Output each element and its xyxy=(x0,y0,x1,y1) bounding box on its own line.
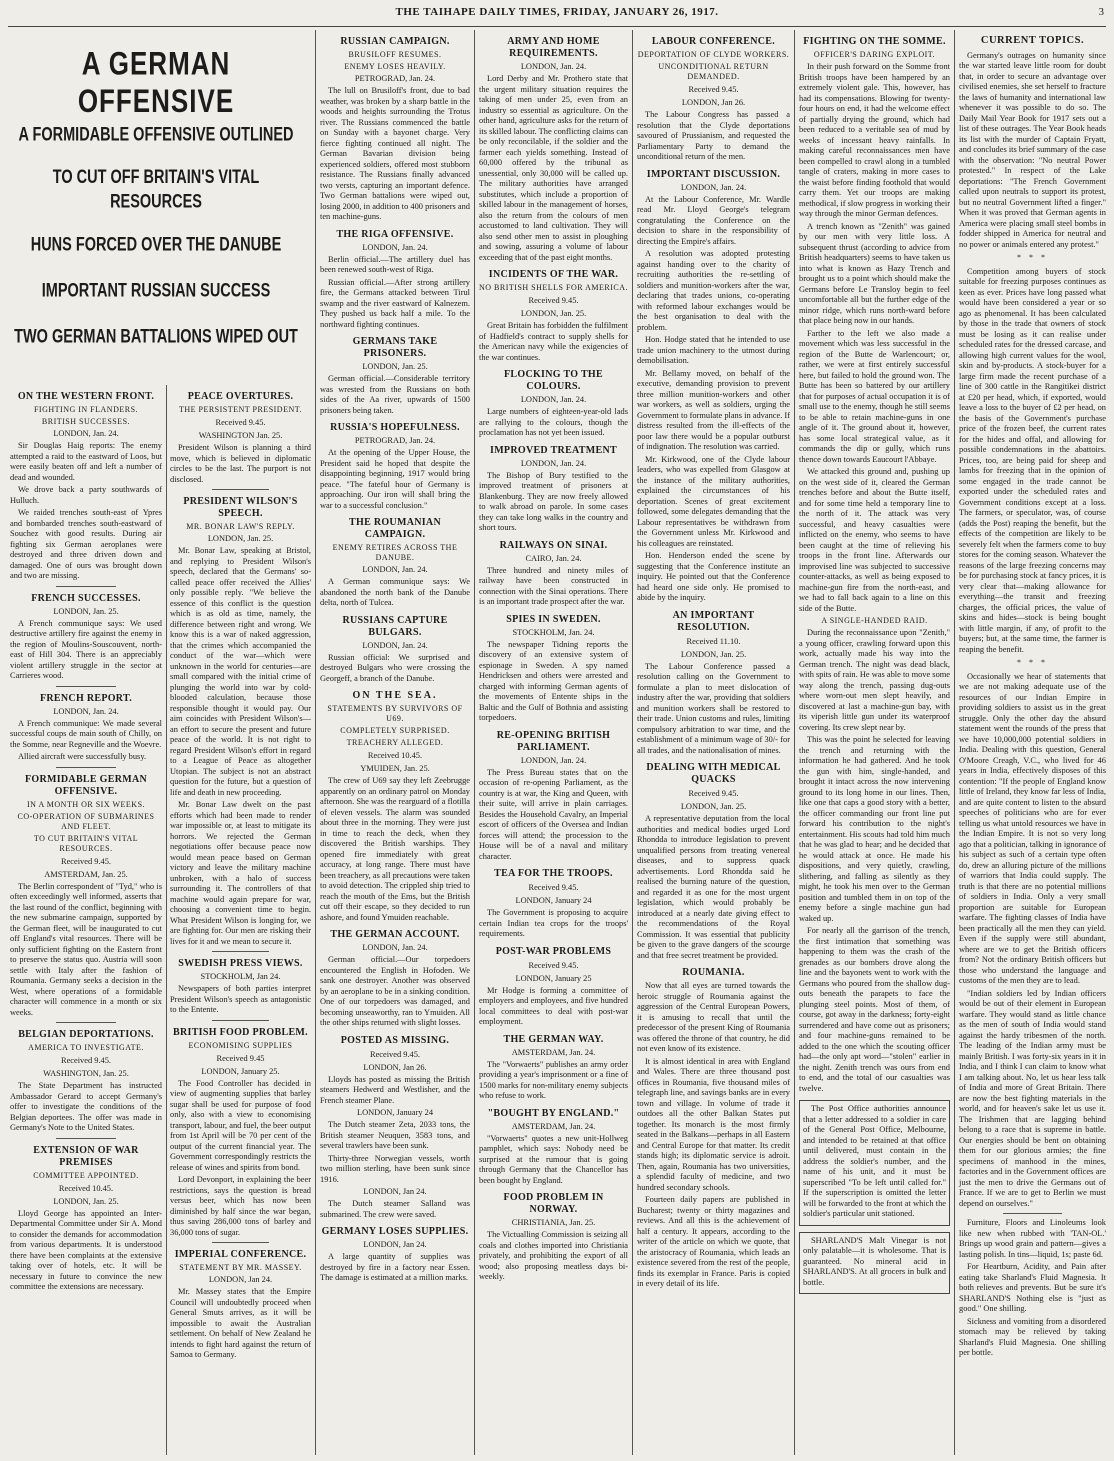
received-time: Received 9.45. xyxy=(528,883,579,892)
article-text: A trench known as "Zenith" was gained by our men with very little loss. A subsequent thrust (according to advice from British headquarters) seems to have taken us into what is known as Hazy Trench and brought us to a point which should make the Germans before Le Transloy begin to feel uncomfortable all but the further edge of the minor ridge, which runs north-ward before that place being now in our hands. xyxy=(799,221,950,325)
article-subheading: BRITISH SUCCESSES. xyxy=(41,417,131,426)
received-time: Received 9.45. xyxy=(60,856,111,866)
article-heading: FORMIDABLE GERMAN OFFENSIVE. xyxy=(24,773,148,797)
article-text: A French communique: We made several successful coups de main south of Chilly, on the Somme, near Regneville and the Woevre. xyxy=(10,718,162,749)
article-text: Lord Derby and Mr. Prothero state that the urgent military situation requires the taking of men under 25, even from an industry so essential as agriculture. On the other hand, agriculture asks for the return of its skilled labour. The conflicting claims can be only reconcilable, if the soldier and the farmer each yields something. Instead of 60,000 offered by the tribunal as unessential, only 30,000 will be called up. The military authorities have arranged substitutes, which include a proportion of skilled labour in the management of horses, also the return from the colours of men accustomed to land cultivation. They will also send other men to assist in ploughing and sowing, assuring a volume of labour exceeding that of the past eight months. xyxy=(479,74,628,262)
article-subheading: NO BRITISH SHELLS FOR AMERICA. xyxy=(479,283,629,292)
divider xyxy=(212,489,268,490)
article-text: This was the point he selected for leaving the trench and returning with the information he had gathered. And he took the gun with him, single-handed, and brought it intact across the now intervening ground to its long home in our lines. Then, like one that caps a good story with a better, the officer commanding our front line put forward his contribution to the night's entertainment. His scouts had told him much that he was glad to hear; and he decided that he would attack at once. He made his dispositions, and very quietly, crawling, slithering, and falling as silently as they might, he took his men over to the German position and tumbled them in on top of the enemy before a single machine gun had waked up. xyxy=(799,735,950,923)
notice-box xyxy=(799,1100,950,1226)
dateline: LONDON, Jan. 25. xyxy=(520,309,587,318)
dateline: LONDON, Jan. 24. xyxy=(520,62,587,71)
divider xyxy=(56,586,117,587)
article-text: Three hundred and ninety miles of railway have been constructed in connection with the Sinai operations. There is an important trade prospect after the war. xyxy=(479,565,628,606)
dateline: YMUIDEN, Jan. 25. xyxy=(360,764,430,773)
advertisement xyxy=(799,1232,950,1295)
article-heading: THE GERMAN WAY. xyxy=(503,1033,604,1045)
article-heading: POSTED AS MISSING. xyxy=(340,1034,450,1046)
article-text: Farther to the left we also made a movement which was less successful in the region of the Butte de Warlencourt; or, rather, we were at first entirely successful here, but failed to hold the ground won. The Butte has been so battered by our artillery that for purposes of actual occupation it is of small use to the enemy, though he still seems to be able to retain machine-guns in one angle of it. The ground about it, however, has some local strategical value, as it commands the dip or gully, which runs thence down towards Eaucourt l'Abbaye. xyxy=(799,328,950,464)
received-time: Received 10.45. xyxy=(58,1183,114,1193)
article-text: Hon. Hodge stated that he intended to use trade union machinery to the utmost during demobilisation. xyxy=(637,335,790,365)
article-subheading: STATEMENTS BY SURVIVORS OF U69. xyxy=(327,704,463,723)
article-text: The Dutch steamer Zeta, 2033 tons, the British steamer Neuquen, 3583 tons, and several trawlers have been sunk. xyxy=(320,1120,470,1150)
article-text: Mr Hodge is forming a committee of employers and employees, and five hundred local committees to deal with post-war employment. xyxy=(479,985,628,1026)
dateline: LONDON, January 25 xyxy=(515,973,592,983)
article-heading: LABOUR CONFERENCE. xyxy=(651,36,776,47)
divider xyxy=(56,686,117,687)
dateline: WASHINGTON, Jan. 25. xyxy=(43,1069,129,1078)
sub-headline: TO CUT OFF BRITAIN'S VITAL RESOURCES xyxy=(52,167,260,213)
divider xyxy=(56,1138,117,1139)
dateline: PETROGRAD, Jan. 24. xyxy=(354,74,436,83)
article-heading: RUSSIANS CAPTURE BULGARS. xyxy=(342,614,448,638)
article-heading: FRENCH REPORT. xyxy=(40,692,132,704)
article-text: Thirty-three Norwegian vessels, worth two million sterling, have been sunk since 1916. xyxy=(320,1153,470,1184)
article-text: The Dutch steamer Salland was submarined. The crew were saved. xyxy=(320,1199,470,1219)
received-time: Received 9.45. xyxy=(528,960,579,970)
dateline: LONDON, Jan. 25. xyxy=(53,1196,119,1206)
article-subheading: ECONOMISING SUPPLIES xyxy=(188,1040,293,1050)
advertisement-text: Sickness and vomiting from a disordered stomach may be relieved by taking Sharland's Fluid Magnesia. One shilling per bottle. xyxy=(959,1316,1106,1357)
article-text: The Press Bureau states that on the occasion of re-opening Parliament, as the country is at war, the King and Queen, with their suite, will arrive in plain carriages. Besides the Household Cavalry, an Imperial escort of officers of the Oversea and Indian forces will attend; the procession to the House will be of a naval and military character. xyxy=(479,767,628,861)
article-text: Lloyd George has appointed an Inter-Departmental Committee under Sir A. Mond to consider the demands for accommodation from various departments. It is understood there have been complaints at the extensive taking over of hotels, etc. It will be necessary in future to convince the new committee the extensions are necessary. xyxy=(10,1208,162,1291)
divider xyxy=(212,951,268,952)
article-text: Lord Devonport, in explaining the beer restrictions, says the question is bread versus beer, which has now been diminished by half since the war began, thus saving 286,000 tons of barley and 36,000 tons of sugar. xyxy=(170,1175,311,1237)
dateline: LONDON, Jan. 24. xyxy=(520,395,587,404)
article-subheading: TREACHERY ALLEGED. xyxy=(346,738,444,747)
dateline: LONDON, January 25. xyxy=(201,1066,280,1076)
article-text: Russian official: We surprised and destroyed Bulgars who were crossing the Georgeff, a branch of the Danube. xyxy=(320,652,470,683)
article-heading: EXTENSION OF WAR PREMISES xyxy=(33,1144,139,1168)
divider xyxy=(212,1242,268,1243)
article-text: Newspapers of both parties interpret President Wilson's speech as antagonistic to the Entente. xyxy=(170,984,311,1014)
article-heading: CURRENT TOPICS. xyxy=(980,35,1085,46)
article-text: During the reconnaissance upon "Zenith," a young officer, crawling forward upon this work, actually made his way into the German trench. The night was dead black, with spits of rain. He was able to move some way along the trench, passing dug-outs where worn-out men slept heavily, and discovered at last a machine-gun bay, with its viperish little gun under its waterproof covering. Its crew slept near by. xyxy=(799,628,950,732)
received-time: Received 11.10. xyxy=(686,636,741,646)
page-number: 3 xyxy=(1098,6,1104,18)
dateline: AMSTERDAM, Jan. 25. xyxy=(44,869,128,879)
article-text: A large quantity of supplies was destroyed by fire in a factory near Essen. The damage is estimated at a million marks. xyxy=(320,1252,470,1282)
article-heading: RUSSIA'S HOPEFULNESS. xyxy=(330,422,460,433)
article-subheading: COMPLETELY SURPRISED. xyxy=(340,726,450,735)
article-heading: FIGHTING ON THE SOMME. xyxy=(803,36,946,47)
article-heading: TEA FOR THE TROOPS. xyxy=(494,868,613,879)
article-subheading: UNCONDITIONAL RETURN DEMANDED. xyxy=(658,62,769,81)
divider xyxy=(1003,1213,1062,1214)
article-text: President Wilson is planning a third move, which is believed in diplomatic circles to be the last. The purport is not disclosed. xyxy=(170,443,311,484)
column-6 xyxy=(795,30,954,1455)
article-heading: SPIES IN SWEDEN. xyxy=(506,613,601,625)
article-text: German official.—Our torpedoers encountered the English in Hofoden. We sank one destroyer. Another was observed by an aeroplane to be in a sinking condition. One of our torpedoers was damaged, and becoming unseaworthy, ran to Ymuiden. All the other ships returned with slight losses. xyxy=(320,955,470,1027)
dateline: LONDON, January 24 xyxy=(356,1108,434,1117)
dateline: LONDON, Jan 24. xyxy=(363,1240,427,1249)
article-text: The Berlin correspondent of "Tyd," who is often exceedingly well informed, asserts that the last round of the conflict, beginning with the new submarine campaign, supported by the German fleet, will be inaugurated to cut off England's vital resources. There will be only sufficient fighting on the Eastern front to preserve the status quo. Austria will soon settle with Italy after the fashion of Roumania. Germany seeks a decision in the West, where operations of a formidable character will commence in a month or six weeks. xyxy=(10,881,162,1017)
dateline: STOCKHOLM, Jan. 24. xyxy=(512,627,595,637)
article-text: Mr. Massey states that the Empire Council will undoubtedly proceed when General Smuts arrives, as it will be impossible to await the Australian settlement. On behalf of New Zealand he intends to fight hard against the return of Samoa to Germany. xyxy=(170,1287,311,1359)
article-text: A resolution was adopted protesting against handing over to the charity of recruiting authorities the re-settling of soldiers and munition-workers after the war, declaring that trades unions, co-operating with reformed labour exchanges would be the best organisation to deal with the problem. xyxy=(637,249,790,332)
article-heading: RUSSIAN CAMPAIGN. xyxy=(340,36,450,47)
article-text: In their push forward on the Somme front British troops have been hampered by an extremely violent gale. This, however, has had its compensations. Blowing for twenty-four hours on end, it had the welcome effect of partially drying the ground, which had been reduced to a veritable sea of mud by weeks of incessant heavy rainfalls. In making careful reconnaissances men have been compelled to crawl along in a tumbled tangle of craters, making in more cases to the waist before finding foothold that would carry them. Yet our troops are making methodical, if slow progress in working their way through the minor German defences. xyxy=(799,62,950,218)
article-subheading: THE PERSISTENT PRESIDENT. xyxy=(178,405,303,414)
article-heading: FLOCKING TO THE COLOURS. xyxy=(504,369,603,392)
article-heading: ARMY AND HOME REQUIREMENTS. xyxy=(507,36,600,59)
article-text: For nearly all the garrison of the trench, the first intimation that something was happening to them was the crash of the grenades as our bombers drove along the line and the bayonets went to work with the Germans who poured from the shallow dug-outs beneath the parapets to face the plunging steel points. Most of them, of course, got away in the darkness; forty-eight surrendered and have come out as prisoners; and four machine-guns remained to be added to the one which the scouting officer had—the only apt word—"stolen" earlier in the night. Zenith trench was ours from end to end, and the total of our casualties was twelve. xyxy=(799,926,950,1093)
dateline: LONDON, Jan 26. xyxy=(363,1062,427,1072)
dateline: AMSTERDAM, Jan. 24. xyxy=(511,1121,596,1131)
article-text: Lloyds has posted as missing the British steamers Hedwerd and Westlisher, and the French steamer Plane. xyxy=(320,1074,470,1105)
article-text: It is almost identical in area with England and Wales. There are three thousand post offices in Roumania, five thousand miles of telegraph line, and savings banks are in every town and village. In volume of trade it outdoes all the other Balkan States put together. Its monarch is the most firmly seated in the Balkans—perhaps in all Eastern and Central Europe for that matter. Its credit stands high; its diplomatic service is adroit. Then, again, Roumania has two universities, a splendid faculty of medicine, and two hundred secondary schools. xyxy=(637,1056,790,1192)
dateline: CAIRO, Jan. 24. xyxy=(525,553,582,563)
article-text: The State Department has instructed Ambassador Gerard to accept Germany's offer to investigate the conditions of the Belgian deportees. The offer was made in Germany's Note to the United States. xyxy=(10,1081,162,1132)
article-text: Competition among buyers of stock suitable for freezing purposes continues as keen as ever. Prices have long passed what would have been considered a year or so ago as phenomenal. It has been calculated by those in the trade that owners of stock must be losing as it can realise under scheduled rates for the dressed carcase, and allowing high current values for the wool, skin and by-products. A stock-buyer for a large firm made the recent purchase of a line of 300 cattle in the Rangitikei district at £20 per head, which, if exported, would leave a loss to the buyer of £2 per head, on the basis of the Government's purchase price of the frozen beef, the current rates for the hides and offal, and allowing for possible condemnations in the abattoirs. Prices, too, are being paid for sheep and lambs for freezing that in the opinion of some engaged in the trade cannot be exported under the scheduled rates and Government conditions except at a loss. The farmers, or speculator, was, of course (adds the Post) reaping the benefit, but the effects of the competition are likely to be severely felt when the farmers come to buy stores for the coming season. Whatever the reasons of the large freezing concerns may be for purchasing stock at fancy prices, it is very clear that—making allowance for everything—the transit and freezing charges, the official prices, the value of skins and hides—stock is being bought with little margin, if any, of profit to the buyers; but, at the same time, the farmer is reaping the benefit. xyxy=(959,266,1106,654)
article-heading: AN IMPORTANT RESOLUTION. xyxy=(672,609,755,633)
received-time: Received 9.45. xyxy=(688,85,739,94)
article-text: Berlin official.—The artillery duel has been renewed south-west of Riga. xyxy=(320,254,470,274)
article-subheading: ENEMY RETIRES ACROSS THE DANUBE. xyxy=(332,543,458,562)
article-heading: THE ROUMANIAN CAMPAIGN. xyxy=(349,517,441,540)
article-text: "Vorwaerts" quotes a new unit-Hollweg pamphlet, which says: Nobody need be surprised at the rumour that is going through Germany that the Chancellor has been bought by England. xyxy=(479,1133,628,1185)
dateline: LONDON, Jan 24. xyxy=(208,1275,273,1284)
dateline: LONDON, Jan. 24. xyxy=(362,242,428,252)
article-text: The Government is proposing to acquire certain Indian tea crops for the troops' requirements. xyxy=(479,908,628,938)
article-heading: ON THE SEA. xyxy=(352,690,438,701)
article-text: "Indian soldiers led by Indian officers would be out of their element in European warfare. They would stand as little chance as the men of south of India would stand against the hardy tribesmen of the north. The leading of the Indian army must be mainly British. I was forty-six years in it in India, and I think I can claim to know what I am talking about. No, let us hear less talk of India and more of Great Britain. There are now the best fighting materials in the world, and for heaven's sake let us use it. The Irishmen that are lagging behind belong to a race that is supreme in battle. Our energies should be bent on obtaining them for our glorious armies; the fine specimens of manhood in the mines, factories and in the Government offices are just the men to drive the Germans out of France. If we are to get to Berlin we must depend on ourselves." xyxy=(959,988,1106,1208)
article-text: The Food Controller has decided in view of augmenting supplies that barley sugar shall be used for purpose of food only, also with a view to economising transport, labour, and fuel, the beer output from 1st April will be 70 per cent of the output of the current financial year. The Government correspondingly restricts the release of wines and spirits from bond. xyxy=(170,1078,311,1172)
divider xyxy=(56,767,117,768)
received-time: Received 9.45. xyxy=(688,789,739,798)
article-subheading: FIGHTING IN FLANDERS. xyxy=(33,405,139,414)
article-text: Mr. Kirkwood, one of the Clyde labour leaders, who was expelled from Glasgow at the instance of the military authorities, explained the circumstances of his deportation. Scenes of great excitement followed, some delegates demanding that the Labour representatives be withdrawn from the Government unless Mr. Kirkwood and his colleagues are reinstated. xyxy=(637,454,790,548)
article-subheading: DEPORTATION OF CLYDE WORKERS. xyxy=(637,50,790,59)
article-text: The crew of U69 say they left Zeebrugge apparently on an ordinary patrol on Monday afternoon. She was the rearguard of a flotilla of eleven vessels. The alarm was sounded about three in the morning. They were just in time to reach the deck, when they discovered the British warships. They opened fire immediately with great accuracy, at long range. There must have been treachery, as all precautions were taken to avoid detection. The crippled ship tried to reach the mouth of the Ems, but the British cut off their escape, so they decided to run ashore, and found Ymuiden reachable. xyxy=(320,776,470,922)
article-text: The Labour Conference passed a resolution calling on the Government to formulate a plan to meet dislocation of industry after the war, providing that soldiers and munition workers shall be restored to their trade. Union customs and rules, limiting compulsory arbitration to war time, and the establishment of a minimum wage of 30/- for all trades, and the nationalisation of mines. xyxy=(637,661,790,755)
article-text: The Labour Congress has passed a resolution that the Clyde deportations savoured of Prussianism, and requested the Parliamentary Party to demand the unconditional return of the men. xyxy=(637,110,790,161)
received-time: Received 10.45. xyxy=(367,751,423,760)
column-5 xyxy=(633,30,794,1455)
article-heading: INCIDENTS OF THE WAR. xyxy=(488,269,619,280)
dateline: LONDON, Jan. 25. xyxy=(362,362,428,371)
column-1 xyxy=(6,385,166,1455)
article-heading: THE RIGA OFFENSIVE. xyxy=(336,228,454,240)
top-rule xyxy=(8,26,1106,27)
dateline: LONDON, Jan. 25. xyxy=(680,802,747,811)
article-subheading: IN A MONTH OR SIX WEEKS. xyxy=(26,799,146,809)
sub-headline: HUNS FORCED OVER THE DANUBE xyxy=(30,234,282,256)
headline-banner xyxy=(6,40,306,370)
divider-stars: * * * xyxy=(1017,658,1048,667)
dateline: PETROGRAD, Jan. 24. xyxy=(354,436,436,445)
received-time: Received 9.45 xyxy=(216,1053,265,1063)
dateline: LONDON, Jan. 24. xyxy=(362,640,428,650)
article-text: Fourteen daily papers are published in Bucharest; twenty or thirty magazines and reviews. And all this is the achievement of half a century. It appears, according to the writer of the article on which we quote, that the aristocracy of Roumania, which leads an existence severed from the rest of the people, finds its exemplar in France. Paris is copied in every detail of its life. xyxy=(637,1195,790,1288)
article-text: We raided trenches south-east of Ypres and bombarded trenches south-eastward of Souchez with good results. During air fighting six German aeroplanes were destroyed and three driven down and damaged. One of ours was brought down and two are missing. xyxy=(10,508,162,580)
article-text: The newspaper Tidning reports the discovery of an extensive system of espionage in Sweden. A spy named Hendricksen and others were arrested and charged with informing German agents of the movements of Entente ships in the Baltic and the Gulf of Bothnia and assisting torpedoers. xyxy=(479,639,628,722)
advertisement-text: Furniture, Floors and Linoleums look like new when rubbed with 'TAN-OL.' Brings up wood grain and pattern—gives a lasting polish. In tins—liquid, 1s; paste 6d. xyxy=(959,1218,1106,1259)
article-text: Germany's outrages on humanity since the war started leave little room for doubt that, in order to secure an advantage over civilised enemies, she set herself to fracture the laws of humanity and international law whenever it was possible to do so. The Daily Mail Year Book for 1917 sets out a list of these outrages. The Year Book heads its list with the murder of Captain Fryatt, and concludes its brief summary of the case with the observation: "No neutral Power protested." In respect of the Lake deportations: "The French Government called upon neutrals to support its protest, but no neutral Government lifted a finger." When it was proved that German agents in America were placing small steel bombs in fodder shipped in America for neutral and no power or animals entered any protest." xyxy=(959,50,1106,249)
article-text: A German communique says: We abandoned the north bank of the Danube delta, north of Tulcea. xyxy=(320,577,470,607)
article-text: The Bishop of Bury testified to the improved treatment of prisoners at Blankenburg. They are now freely allowed to walk abroad on parole. In some cases they can take long walks in the country and short tours. xyxy=(479,470,628,532)
article-text: Hon. Henderson ended the scene by suggesting that the Conference institute an inquiry. He pointed out that the Conference had heard one side only. He promised to abide by the inquiry. xyxy=(637,551,790,602)
dateline: LONDON, January 24 xyxy=(515,896,592,905)
article-text: Mr. Bonar Law dwelt on the past efforts which had been made to render war impossible or, at least to mitigate its horrors. We rejected the German negotiations offer because peace now would mean peace based on German victory and leave the military machine unbroken, with a halo of success surrounding it. The controllers of that machine would again prepare for war, choosing a convenient time to begin. What President Wilson is longing for, we are fighting for. Our men are risking their lives for it and we mean to secure it. xyxy=(170,800,311,946)
article-heading: SWEDISH PRESS VIEWS. xyxy=(178,958,303,969)
sub-headline: IMPORTANT RUSSIAN SUCCESS xyxy=(41,280,271,302)
article-text: The Victualling Commission is seizing all coals and clothes imported into Christiania privately, and prohibiting the export of all wood; also proposing meatless days bi-weekly. xyxy=(479,1230,628,1281)
dateline: LONDON, Jan 26. xyxy=(681,98,746,107)
article-heading: DEALING WITH MEDICAL QUACKS xyxy=(646,762,781,785)
article-text: Allied aircraft were successfully busy. xyxy=(18,752,147,761)
divider xyxy=(212,1020,268,1021)
article-subheading: A SINGLE-HANDED RAID. xyxy=(821,616,928,625)
dateline: LONDON, Jan. 24. xyxy=(362,565,428,574)
article-text: Russian official.—After strong artillery fire, the Germans attacked between Tirul swamp and the river eastward of Kalnezem. They pushed us back half a mile. To the northward fighting continues. xyxy=(320,277,470,329)
article-text: The Post Office authorities announce that a letter addressed to a soldier in care of the General Post Office, Melbourne, and intended to be retained at that office until delivered, must contain in the address the soldier's number, and the name of his unit, and it must be superscribed "To be left until called for." If the superscription is omitted the letter will be forwarded to the front at which the soldier's particular unit stationed. xyxy=(803,1104,946,1218)
article-text: German official.—Considerable territory was wrested from the Russians on both sides of the Aa river, upwards of 1500 prisoners being taken. xyxy=(320,374,470,415)
article-heading: IMPORTANT DISCUSSION. xyxy=(646,168,781,180)
main-headline: A GERMAN OFFENSIVE xyxy=(77,44,235,120)
article-subheading: MR. BONAR LAW'S REPLY. xyxy=(186,522,295,531)
received-time: Received 9.45. xyxy=(369,1049,420,1059)
article-subheading: CO-OPERATION OF SUBMARINES AND FLEET. xyxy=(17,811,155,831)
article-heading: "BOUGHT BY ENGLAND." xyxy=(487,1107,620,1119)
dateline: LONDON, Jan. 25. xyxy=(207,534,274,543)
divider-stars: * * * xyxy=(1017,253,1048,262)
article-heading: BRITISH FOOD PROBLEM. xyxy=(173,1026,308,1038)
article-heading: RAILWAYS ON SINAI. xyxy=(499,539,608,551)
dateline: LONDON, Jan. 24. xyxy=(53,706,119,716)
article-subheading: ENEMY LOSES HEAVILY. xyxy=(344,62,446,71)
article-text: The lull on Brusiloff's front, due to bad weather, was broken by a sharp battle in the woods and heights surrounding the Trotus river. The Russians commenced the battle on Sunday with a bayonet charge. Very fierce fighting continued all night. The German Bavarian division being experienced soldiers, offered most stubborn resistance. The Russians finally advanced two versts, capturing an important defence. Two German battalions were wiped out, losing 2000, in addition to 400 prisoners and ten machine-guns. xyxy=(320,86,470,221)
advertisement-text: For Heartburn, Acidity, and Pain after eating take Sharland's Fluid Magnesia. It both relieves and prevents. But be sure it's SHARLAND'S Nothing else is "just as good." One shilling. xyxy=(959,1262,1106,1313)
divider xyxy=(56,1022,117,1023)
article-subheading: AMERICA TO INVESTIGATE. xyxy=(28,1043,144,1052)
article-heading: THE GERMAN ACCOUNT. xyxy=(330,929,460,940)
article-text: Mr. Bonar Law, speaking at Bristol, and replying to President Wilson's speech, declared that the Germans' so-called peace offer received the Allies' only possible reply. "We believe the essence of this conflict is the question which is as old as time, namely, the difference between right and wrong. We know this is a war of naked aggression, that the crimes which accompanied the conduct of the war—which were unknown in the world for centuries—are small compared with the initial crime of plunging the world into war by cold-blooded calculation, because those responsible thought it would pay. Our aim coincides with President Wilson's—an effort to secure the present and future peace of the world. It is not right to regard President Wilson's effort in regard to a League of Peace as altogether Utopian. The subject is not an abstract question for the future, but a question of life and death in new proceeding. xyxy=(170,546,311,797)
dateline: CHRISTIANIA, Jan. 25. xyxy=(511,1218,596,1227)
article-heading: GERMANY LOSES SUPPLIES. xyxy=(321,1226,469,1237)
dateline: LONDON, Jan. 24. xyxy=(362,943,428,952)
sub-headline: A FORMIDABLE OFFENSIVE OUTLINED xyxy=(18,124,294,146)
article-text: Sir Douglas Haig reports: The enemy attempted a raid to the eastward of Loos, but were easily beaten off and left a number of dead and wounded. xyxy=(10,441,162,482)
article-text: Occasionally we hear of statements that we are not making adequate use of the resources of our Indian Empire in providing soldiers to assist us in the great struggle. Only the other day the absurd statement went the rounds of the press that we have 10,000,000 potential soldiers in India. Dealing with this question, General O'Moore Creagh, V.C., who lived for 46 years in India, effectively disposes of this contention: "If the people of England know little of Ireland, they know far less of India, and are quite content to listen to the absurd speeches of politicians who are for ever telling us what untold resources we have in the Indian Empire. It is not so very long ago that a politician, talking in ignorance of his subject as such of a certain type often do, drew an alluring picture of the millions of warriors that India could supply. The truth is that there are no potential millions of soldiers in India. Only a very small proportion are suitable for European warfare. The fighting classes of India have been practically all the men they can yield. Even if the supply were still abundant, where are we to get the British officers from? Not the ordinary British officers but those who understand the language and customs of the men they are to lead. xyxy=(959,671,1106,985)
dateline: LONDON, Jan. 24. xyxy=(53,429,119,438)
article-heading: PEACE OVERTURES. xyxy=(187,391,294,402)
article-text: We drove back a party southwards of Hulluch. xyxy=(10,485,162,505)
article-heading: RE-OPENING BRITISH PARLIAMENT. xyxy=(496,729,611,753)
article-subheading: BRUSILOFF RESUMES. xyxy=(348,50,442,59)
dateline: LONDON, Jan. 24. xyxy=(520,755,587,765)
dateline: LONDON, Jan. 24. xyxy=(520,458,587,468)
article-text: We attacked this ground and, pushing up on the west side of it, cleared the German trenches before and about the Butte itself, and for some time held a temporary line to the north of it. The attack was very successful, and heavy casualties were inflicted on the enemy, who seems to have been caught at the time of relieving his troops in the front line. Afterwards our improvised line was subjected to successive counter-attacks, as well as being exposed to machine-gun fire from the north-east, and we had to fall back again to a line on this side of the Butte. xyxy=(799,467,950,613)
dateline: STOCKHOLM, Jan 24. xyxy=(200,972,281,981)
article-heading: IMPERIAL CONFERENCE. xyxy=(174,1249,307,1260)
article-heading: ON THE WESTERN FRONT. xyxy=(17,391,155,402)
dateline: LONDON, Jan. 25. xyxy=(53,606,119,616)
article-heading: FOOD PROBLEM IN NORWAY. xyxy=(503,1192,604,1215)
article-text: A French communique says: We used destructive artillery fire against the enemy in the region of Moulins-Souscouvent, north-east of Hill 304. There is an appreciably violent artillery struggle in the sector at Carrieres wood. xyxy=(10,618,162,680)
article-text: At the opening of the Upper House, the President said he hoped that despite the disappointing beginning, 1917 would bring peace. "The fateful hour of Germany is approaching. Our iron will shall bring the war to a successful conclusion." xyxy=(320,448,470,510)
article-heading: ROUMANIA. xyxy=(682,967,745,978)
dateline: WASHINGTON Jan. 25. xyxy=(198,431,283,440)
article-subheading: TO CUT BRITAIN'S VITAL RESOURCES. xyxy=(33,833,139,853)
article-heading: FRENCH SUCCESSES. xyxy=(31,592,141,604)
article-text: Mr. Bellamy moved, on behalf of the executive, demanding provision to prevent three million munition-workers and other war workers, as well as soldiers, urging the Government to formulate plans in advance. If distress resulted from the ill-effects of the poor law there would be a popular outburst of indignation. The resolution was carried. xyxy=(637,368,790,451)
article-heading: BELGIAN DEPORTATIONS. xyxy=(18,1029,154,1040)
article-text: Large numbers of eighteen-year-old lads are rallying to the colours, though the proclamation has not yet been issued. xyxy=(479,407,628,437)
column-4 xyxy=(475,30,632,1455)
article-text: A representative deputation from the local authorities and medical bodies urged Lord Rhondda to introduce legislation to prevent unqualified persons from treating venereal diseases, and to suppress quack advertisements. Lord Rhondda said he realised the burning nature of the question, and regarded it as one for the most urgent legislation, which would probably be introduced at a nearly date giving effect to the recommendations of the Royal Commission. It was essential that publicity be given to the grave dangers of the scourge and that free secret treatment be provided. xyxy=(637,814,790,960)
dateline: AMSTERDAM, Jan. 24. xyxy=(511,1047,596,1057)
article-subheading: OFFICER'S DARING EXPLOIT. xyxy=(813,50,936,59)
column-3 xyxy=(316,30,474,1455)
dateline: LONDON, Jan 24. xyxy=(363,1187,427,1196)
article-text: Now that all eyes are turned towards the heroic struggle of Roumania against the aggression of the Central European Powers, it is amusing to recall that until the predecessor of the present King of Roumania was offered the throne of that country, he did not even know of its existence. xyxy=(637,981,790,1053)
article-subheading: STATEMENT BY MR. MASSEY. xyxy=(179,1263,302,1272)
dateline: LONDON, Jan. 24. xyxy=(680,182,747,192)
article-heading: IMPROVED TREATMENT xyxy=(490,444,617,456)
column-7 xyxy=(955,30,1110,1455)
article-text: Great Britain has forbidden the fulfilment of Hadfield's contract to supply shells for the American navy while the exigencies of the war continues. xyxy=(479,321,628,362)
dateline: LONDON, Jan. 25. xyxy=(680,649,747,659)
received-time: Received 9.45. xyxy=(215,418,266,427)
masthead: THE TAIHAPE DAILY TIMES, FRIDAY, JANUARY 26, 1917. xyxy=(395,6,719,18)
received-time: Received 9.45. xyxy=(60,1056,111,1065)
column-2 xyxy=(166,385,315,1455)
article-heading: PRESIDENT WILSON'S SPEECH. xyxy=(183,496,298,519)
received-time: Received 9.45. xyxy=(528,296,579,305)
article-heading: GERMANS TAKE PRISONERS. xyxy=(352,336,438,359)
sub-headline: TWO GERMAN BATTALIONS WIPED OUT xyxy=(14,326,298,348)
article-subheading: COMMITTEE APPOINTED. xyxy=(33,1170,139,1180)
article-text: The "Vorwaerts" publishes an army order providing a year's imprisonment or a fine of 1500 marks for non-military enemy subjects who refuse to work. xyxy=(479,1059,628,1100)
article-heading: POST-WAR PROBLEMS xyxy=(495,945,612,957)
article-text: At the Labour Conference, Mr. Wardle read Mr. Lloyd George's telegram congratulating the Conference on the decision to share in the responsibility of directing the Empire's affairs. xyxy=(637,194,790,246)
advertisement-text: SHARLAND'S Malt Vinegar is not only palatable—it is wholesome. That is guaranteed. No mineral acid in SHARLAND'S. At all grocers in bulk and bottle. xyxy=(803,1235,946,1287)
